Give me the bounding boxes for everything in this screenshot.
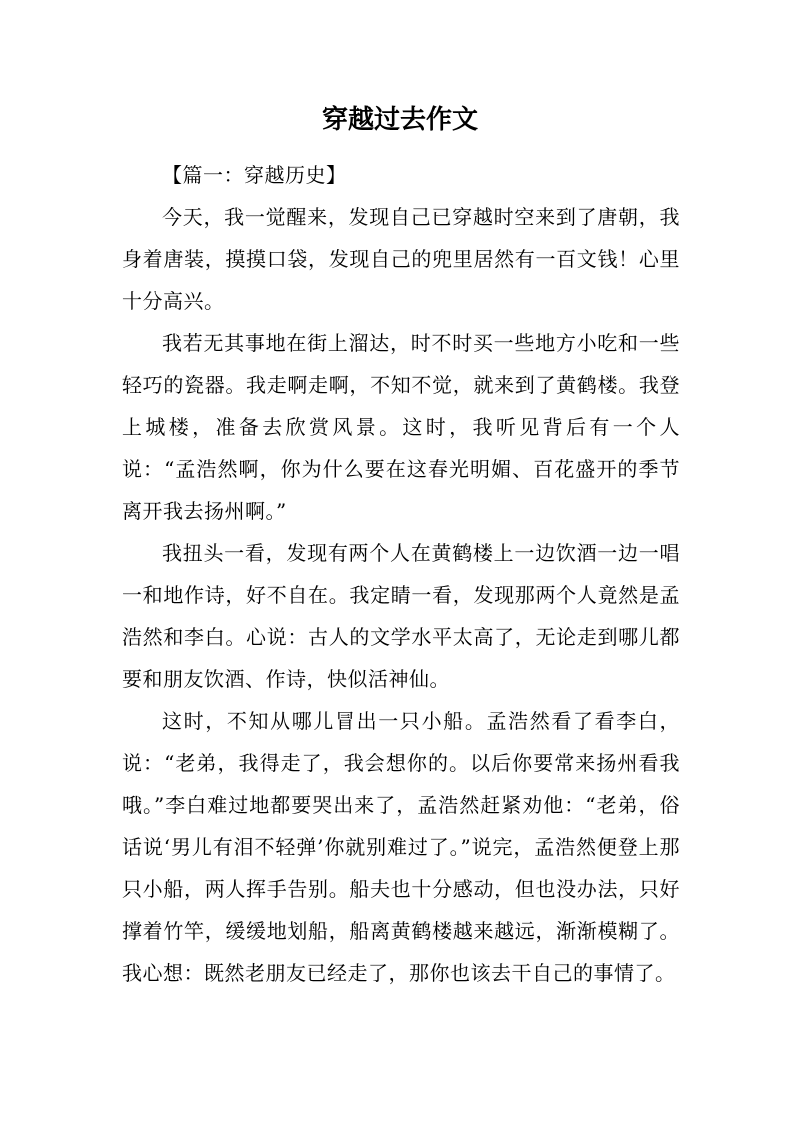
paragraph-2: 我若无其事地在街上溜达，时不时买一些地方小吃和一些轻巧的瓷器。我走啊走啊，不知不觉，就来到了黄鹤楼。我登上城楼，准备去欣赏风景。这时，我听见背后有一个人说：“孟浩然啊，你为什么要在这春光明媚、百花盛开的季节离开我去扬州啊。”: [122, 331, 680, 523]
document-title: 穿越过去作文: [321, 105, 478, 135]
paragraph-3: 我扭头一看，发现有两个人在黄鹤楼上一边饮酒一边一唱一和地作诗，好不自在。我定睛一看，发现那两个人竟然是孟浩然和李白。心说：古人的文学水平太高了，无论走到哪儿都要和朋友饮酒、作诗，快似活神仙。: [122, 541, 680, 691]
paragraph-1: 今天，我一觉醒来，发现自己已穿越时空来到了唐朝，我身着唐装，摸摸口袋，发现自己的兜里居然有一百文钱！心里十分高兴。: [122, 205, 680, 313]
section-heading: 【篇一：穿越历史】: [162, 163, 347, 187]
document-body: [122, 154, 680, 994]
paragraph-4: 这时，不知从哪儿冒出一只小船。孟浩然看了看李白，说：“老弟，我得走了，我会想你的。以后你要常来扬州看我哦。”李白难过地都要哭出来了，孟浩然赶紧劝他：“老弟，俗话说‘男儿有泪不轻弹’你就别难过了。”说完，孟浩然便登上那只小船，两人挥手告别。船夫也十分感动，但也没办法，只好撑着竹竿，缓缓地划船，船离黄鹤楼越来越远，渐渐模糊了。我心想：既然老朋友已经走了，那你也该去干自己的事情了。: [122, 709, 680, 985]
